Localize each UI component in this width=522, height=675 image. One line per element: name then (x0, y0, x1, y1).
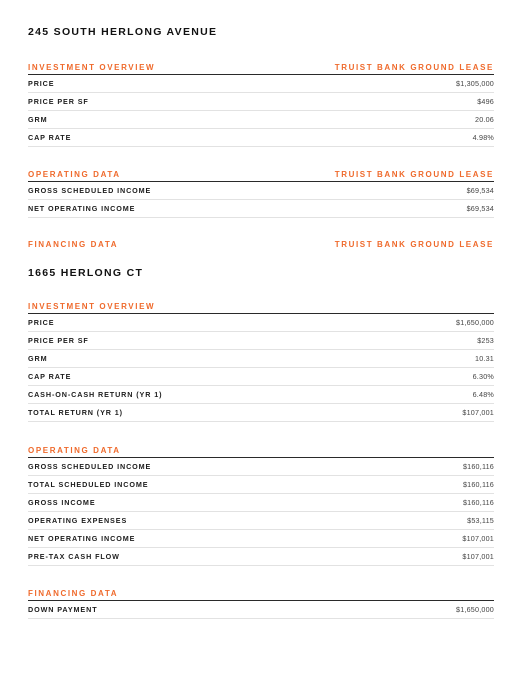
section-heading: FINANCING DATA (28, 240, 119, 249)
section-heading: OPERATING DATA (28, 446, 121, 455)
row-value: $1,305,000 (456, 79, 494, 88)
row-label: GROSS SCHEDULED INCOME (28, 186, 152, 195)
row-label: PRICE PER SF (28, 97, 89, 106)
row-value: $107,001 (462, 408, 494, 417)
row-label: OPERATING EXPENSES (28, 516, 128, 525)
row-label: CAP RATE (28, 133, 72, 142)
row-label: PRICE PER SF (28, 336, 89, 345)
row-value: $160,116 (462, 498, 494, 507)
row-label: DOWN PAYMENT (28, 605, 98, 614)
row-label: NET OPERATING INCOME (28, 204, 136, 213)
row-label: GRM (28, 354, 48, 363)
table-row (28, 476, 494, 494)
row-value: $53,115 (467, 516, 494, 525)
row-label: CAP RATE (28, 372, 72, 381)
p1-financing-data (28, 235, 494, 251)
row-label: GROSS INCOME (28, 498, 96, 507)
table-row (28, 332, 494, 350)
table-row (28, 386, 494, 404)
table-row (28, 548, 494, 566)
row-value: $1,650,000 (456, 605, 494, 614)
column-heading: TRUIST BANK GROUND LEASE (334, 240, 494, 249)
section-heading: FINANCING DATA (28, 589, 119, 598)
p2-financing-data (28, 585, 494, 619)
column-heading: TRUIST BANK GROUND LEASE (334, 170, 494, 179)
row-label: PRICE (28, 318, 55, 327)
section-heading: OPERATING DATA (28, 170, 121, 179)
section-header (28, 298, 494, 314)
property-2-title: 1665 HERLONG CT (28, 267, 144, 279)
p2-investment-overview (28, 298, 494, 422)
table-row (28, 129, 494, 147)
row-label: PRE-TAX CASH FLOW (28, 552, 120, 561)
row-value: 20.06 (475, 115, 494, 124)
table-row (28, 75, 494, 93)
table-row (28, 404, 494, 422)
row-label: NET OPERATING INCOME (28, 534, 136, 543)
row-label: TOTAL RETURN (YR 1) (28, 408, 123, 417)
table-row (28, 601, 494, 619)
table-row (28, 111, 494, 129)
row-label: PRICE (28, 79, 55, 88)
table-row (28, 93, 494, 111)
section-header (28, 59, 494, 75)
property-1-title: 245 SOUTH HERLONG AVENUE (28, 26, 218, 38)
row-value: $160,116 (462, 480, 494, 489)
table-row (28, 458, 494, 476)
row-value: $160,116 (462, 462, 494, 471)
row-value: 6.48% (472, 390, 494, 399)
table-row (28, 182, 494, 200)
p2-operating-data (28, 442, 494, 566)
table-row (28, 350, 494, 368)
row-value: 6.30% (472, 372, 494, 381)
p1-investment-overview (28, 59, 494, 147)
row-label: GROSS SCHEDULED INCOME (28, 462, 152, 471)
row-value: $69,534 (466, 204, 494, 213)
section-header (28, 585, 494, 601)
p1-operating-data (28, 166, 494, 218)
section-header (28, 235, 494, 251)
row-value: 10.31 (475, 354, 494, 363)
row-label: CASH-ON-CASH RETURN (YR 1) (28, 390, 163, 399)
row-value: $496 (477, 97, 494, 106)
table-row (28, 530, 494, 548)
row-value: $107,001 (462, 552, 494, 561)
row-value: $69,534 (466, 186, 494, 195)
row-label: TOTAL SCHEDULED INCOME (28, 480, 149, 489)
section-header (28, 166, 494, 182)
section-header (28, 442, 494, 458)
table-row (28, 314, 494, 332)
table-row (28, 512, 494, 530)
row-value: $253 (477, 336, 494, 345)
row-label: GRM (28, 115, 48, 124)
row-value: 4.98% (472, 133, 494, 142)
table-row (28, 200, 494, 218)
table-row (28, 368, 494, 386)
section-heading: INVESTMENT OVERVIEW (28, 302, 156, 311)
row-value: $1,650,000 (456, 318, 494, 327)
column-heading: TRUIST BANK GROUND LEASE (334, 63, 494, 72)
section-heading: INVESTMENT OVERVIEW (28, 63, 156, 72)
table-row (28, 494, 494, 512)
row-value: $107,001 (462, 534, 494, 543)
